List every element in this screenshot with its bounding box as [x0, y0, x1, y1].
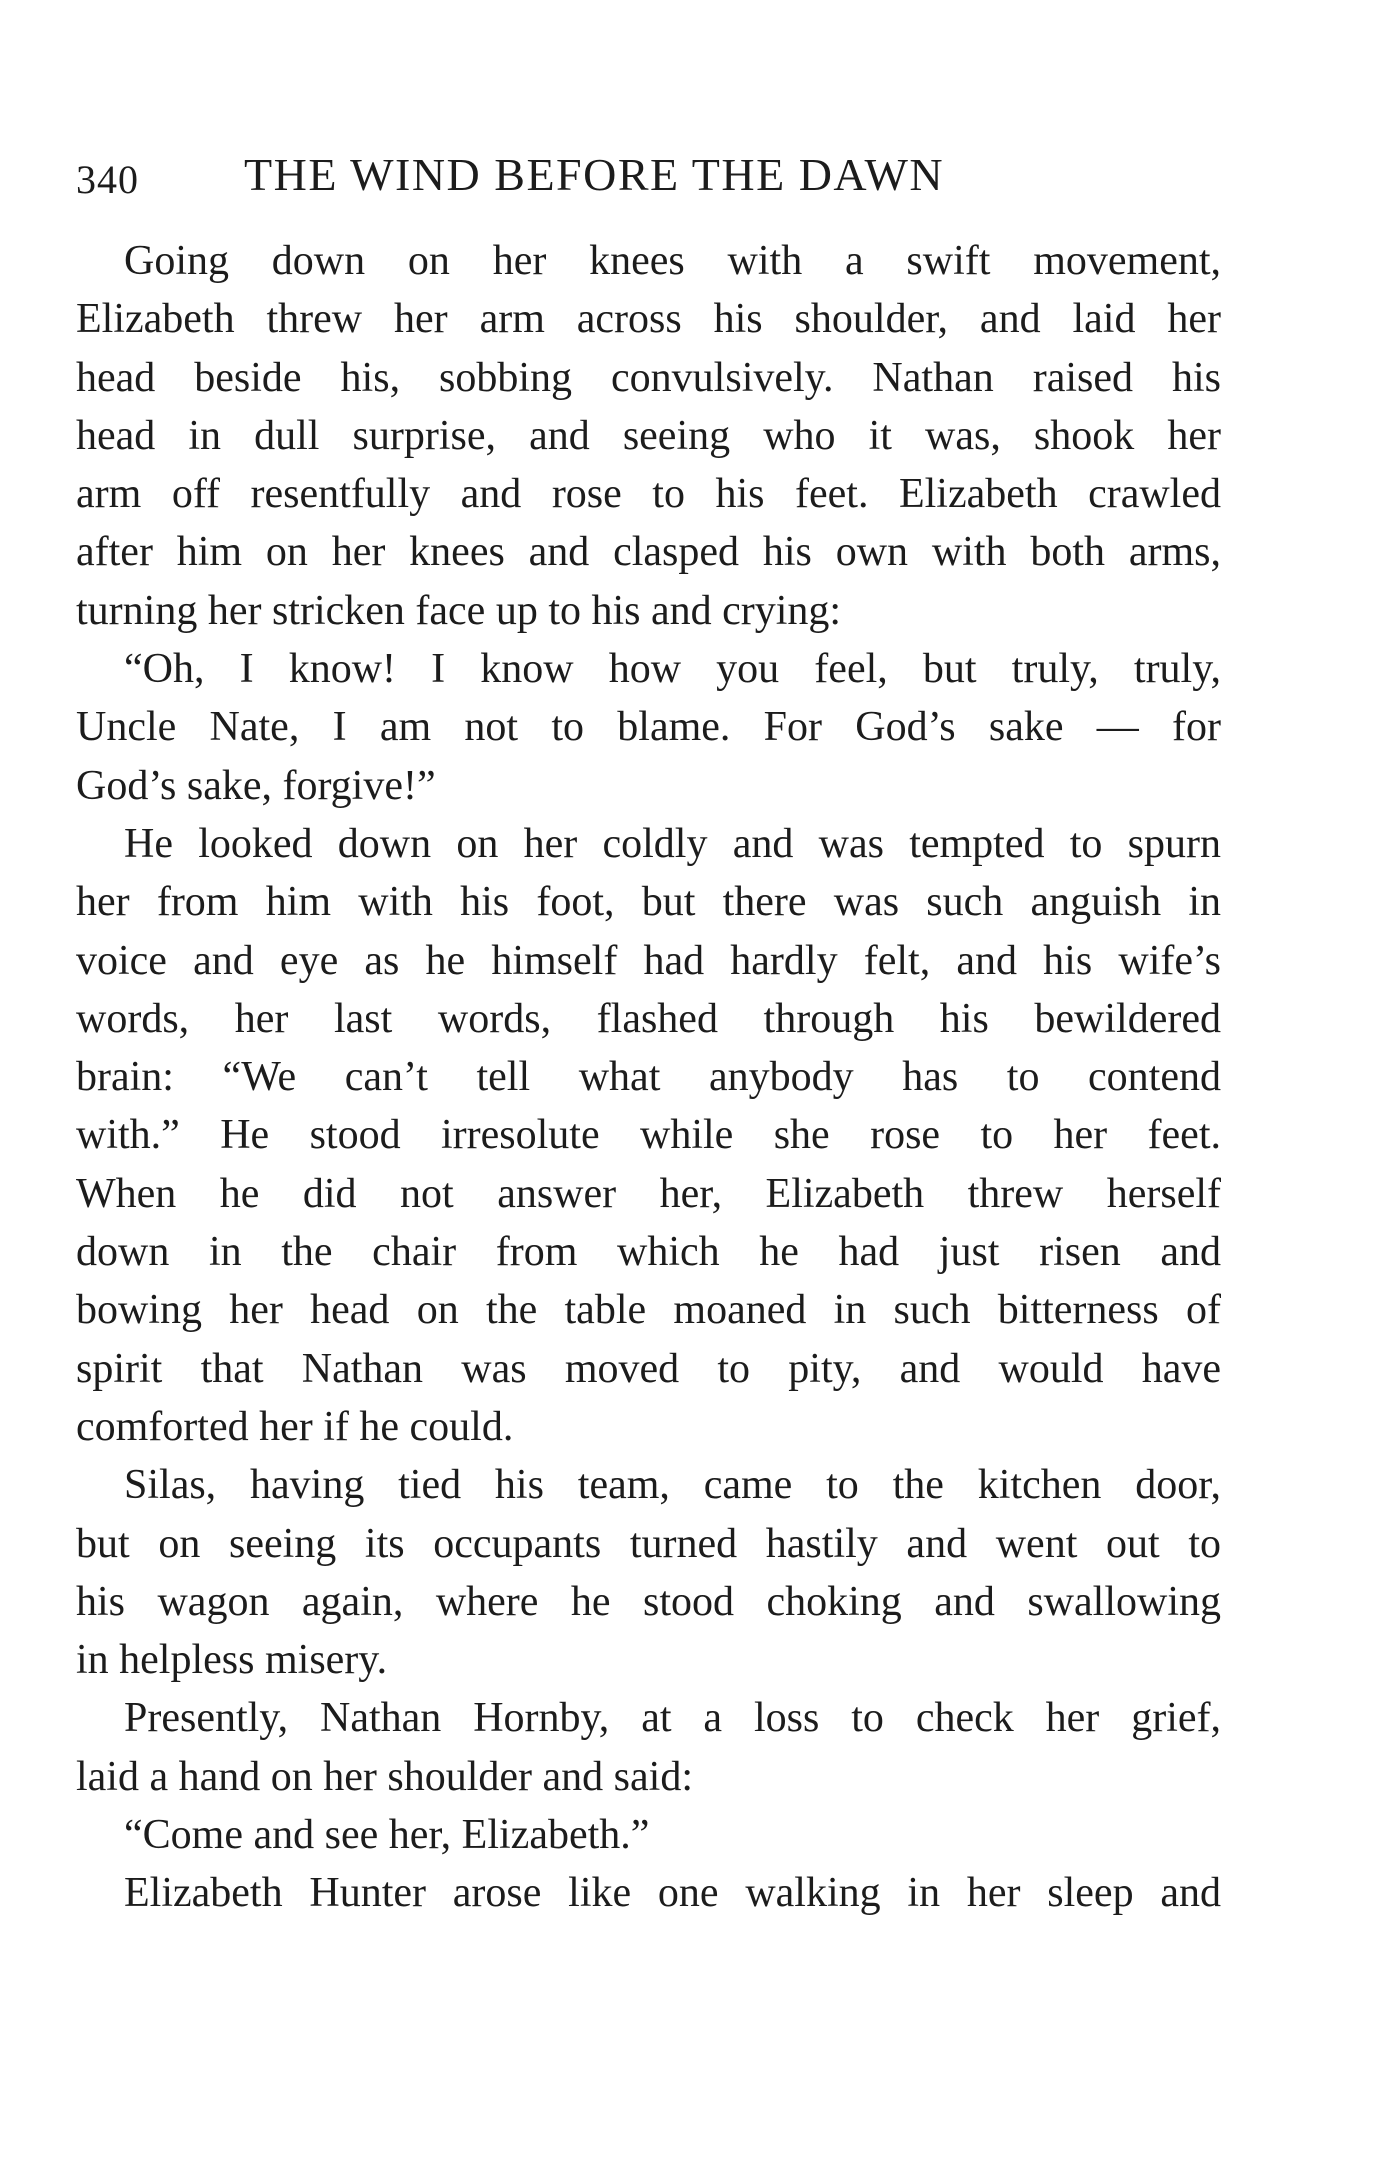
- text-line: but on seeing its occupants turned hastily and went out to: [76, 1520, 1221, 1567]
- text-line: Presently, Nathan Hornby, at a loss to check her grief,: [124, 1695, 1221, 1742]
- text-line: after him on her knees and clasped his own with both arms,: [76, 529, 1221, 576]
- text-line: head beside his, sobbing convulsively. Nathan raised his: [76, 354, 1221, 401]
- text-line: “Come and see her, Elizabeth.”: [124, 1812, 650, 1859]
- text-line: his wagon again, where he stood choking and swallowing: [76, 1578, 1221, 1625]
- text-line: spirit that Nathan was moved to pity, and would have: [76, 1345, 1221, 1392]
- text-line: her from him with his foot, but there was such anguish in: [76, 879, 1221, 926]
- running-title: THE WIND BEFORE THE DAWN: [244, 149, 945, 200]
- text-line: in helpless misery.: [76, 1637, 388, 1684]
- text-line: Elizabeth threw her arm across his shoulder, and laid her: [76, 296, 1221, 343]
- text-line: comforted her if he could.: [76, 1403, 514, 1450]
- text-line: laid a hand on her shoulder and said:: [76, 1753, 693, 1800]
- text-line: Going down on her knees with a swift movement,: [124, 238, 1221, 284]
- text-line: with.” He stood irresolute while she rose to her feet.: [76, 1112, 1221, 1159]
- body-text: [76, 232, 1221, 1923]
- text-line: head in dull surprise, and seeing who it was, shook her: [76, 412, 1221, 459]
- text-line: voice and eye as he himself had hardly felt, and his wife’s: [76, 937, 1221, 984]
- text-line: Elizabeth Hunter arose like one walking in her sleep and: [124, 1870, 1221, 1917]
- text-line: Silas, having tied his team, came to the kitchen door,: [124, 1462, 1221, 1509]
- text-line: turning her stricken face up to his and crying:: [76, 587, 842, 634]
- text-line: bowing her head on the table moaned in such bitterness of: [76, 1287, 1221, 1334]
- text-line: words, her last words, flashed through his bewildered: [76, 995, 1221, 1042]
- text-line: Uncle Nate, I am not to blame. For God’s sake — for: [76, 704, 1221, 751]
- text-line: arm off resentfully and rose to his feet. Elizabeth crawled: [76, 471, 1221, 518]
- text-line: He looked down on her coldly and was tempted to spurn: [124, 820, 1221, 867]
- page-header: [76, 148, 1221, 208]
- text-line: God’s sake, forgive!”: [76, 762, 436, 809]
- text-line: When he did not answer her, Elizabeth threw herself: [76, 1170, 1221, 1217]
- text-line: “Oh, I know! I know how you feel, but truly, truly,: [124, 646, 1221, 693]
- text-line: down in the chair from which he had just risen and: [76, 1229, 1221, 1276]
- page-number: 340: [76, 157, 139, 202]
- text-line: brain: “We can’t tell what anybody has to contend: [76, 1054, 1221, 1101]
